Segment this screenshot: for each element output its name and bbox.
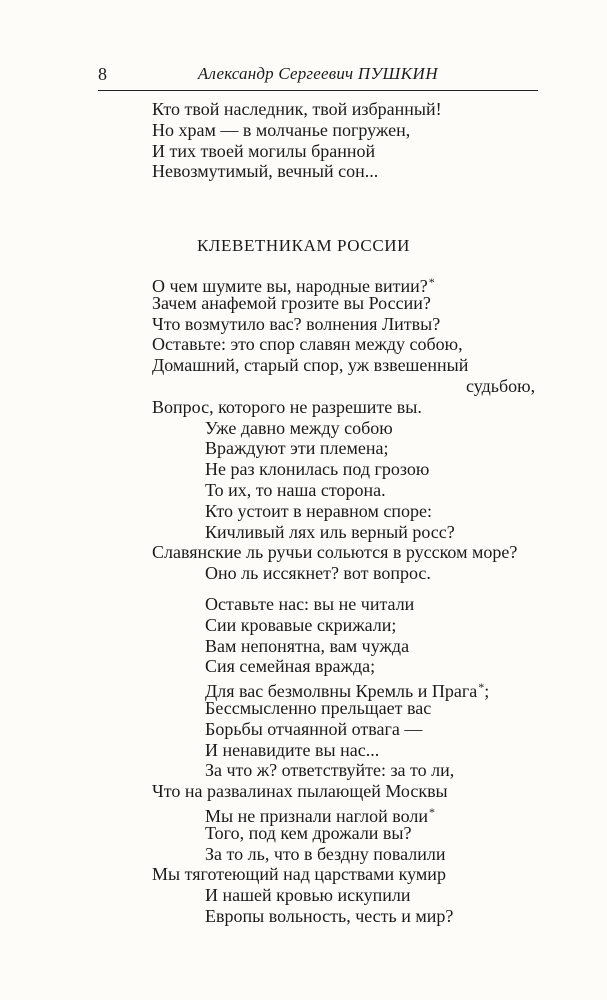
footnote-mark: * (428, 275, 435, 289)
footnote-mark: * (428, 805, 435, 819)
poem-line: И тих твоей могилы бранной (152, 140, 376, 161)
poem-line: За что ж? ответствуйте: за то ли, (205, 760, 455, 781)
poem-title: КЛЕВЕТНИКАМ РОССИИ (196, 236, 411, 255)
author-name: Александр Сергеевич (197, 64, 354, 83)
poem-line: Европы вольность, честь и мир? (205, 906, 454, 926)
poem-line: Невозмутимый, вечный сон... (152, 161, 379, 182)
poem-line: Кто устоит в неравном споре: (205, 500, 432, 521)
poem-line: Кичливый лях иль верный росс? (205, 521, 455, 542)
poem-line: судьбою, (466, 376, 536, 396)
poem-line: И нашей кровью искупили (205, 885, 411, 906)
poem-line: Бессмысленно прельщает вас (205, 698, 432, 718)
poem-line: Уже давно между собою (205, 417, 393, 438)
poem-line: Враждуют эти племена; (205, 438, 389, 459)
poem-line: Не раз клонилась под грозою (205, 459, 430, 480)
poem-line: Мы не признали наглой воли* (205, 805, 435, 826)
poem-line: Что возмутило вас? волнения Литвы? (152, 313, 441, 334)
poem-line: Оставьте нас: вы не читали (205, 594, 415, 614)
poem-line: Оставьте: это спор славян между собою, (152, 334, 463, 355)
page-number: 8 (98, 64, 107, 84)
poem-line: Для вас безмолвны Кремль и Прага*; (205, 680, 490, 702)
poem-line: Что на развалинах пылающей Москвы (152, 781, 448, 802)
poem-line: Вопрос, которого не разрешите вы. (152, 396, 422, 417)
poem-line: То их, то наша сторона. (205, 480, 386, 500)
poem-line: Того, под кем дрожали вы? (205, 822, 412, 843)
running-head-author (98, 64, 538, 84)
poem-line: За то ль, что в бездну повалили (205, 843, 446, 864)
poem-line: Кто твой наследник, твой избранный! (152, 99, 442, 119)
poem-line: Но храм — в молчанье погружен, (152, 119, 411, 140)
running-head (98, 62, 538, 91)
poem-line: Сия семейная вражда; (205, 656, 376, 677)
poem-line: Домашний, старый спор, уж взвешенный (152, 355, 469, 376)
poem-line: Славянские ль ручьи сольются в русском море? (152, 542, 518, 563)
author-surname: ПУШКИН (357, 64, 439, 83)
poem-line: И ненавидите вы нас... (205, 739, 380, 760)
poem-line: Зачем анафемой грозите вы России? (152, 292, 431, 313)
poem-line: Оно ль иссякнет? вот вопрос. (205, 563, 431, 584)
poem-line: Мы тяготеющий над царствами кумир (152, 864, 446, 885)
poem-line: Борьбы отчаянной отвага — (205, 718, 423, 739)
poem-line: Вам непонятна, вам чужда (205, 635, 410, 656)
poem-line: Сии кровавые скрижали; (205, 614, 397, 635)
poem-line: О чем шумите вы, народные витии?* (152, 275, 435, 296)
footnote-mark: * (478, 680, 485, 695)
